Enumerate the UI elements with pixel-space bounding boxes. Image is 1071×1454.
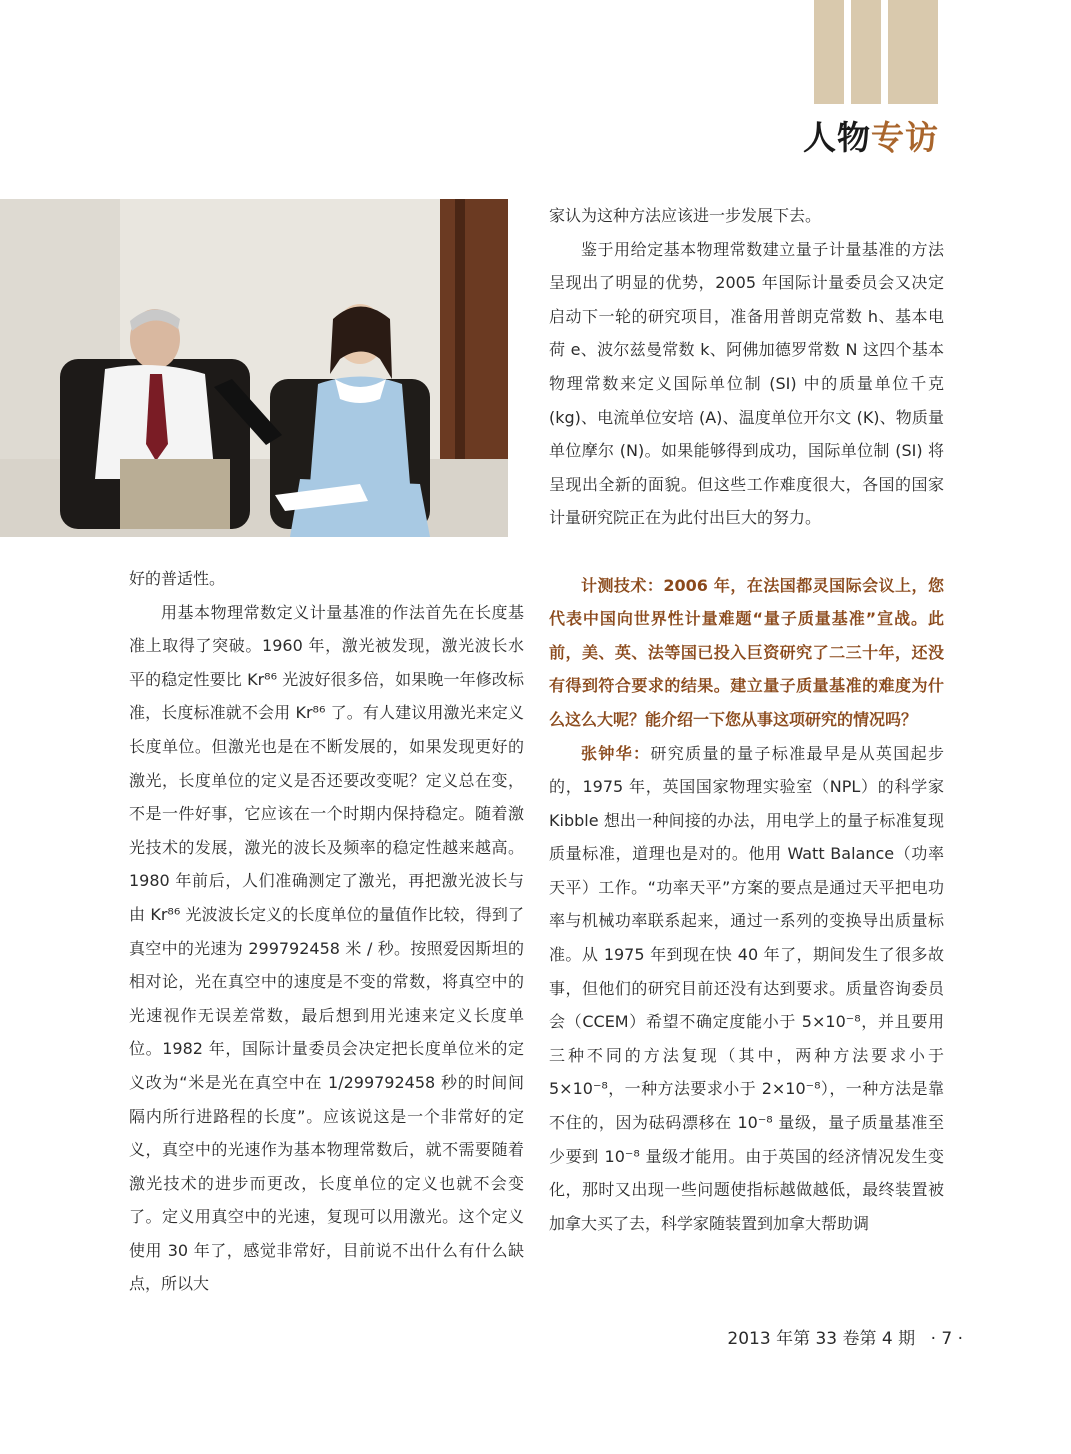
header-decor-bar-2	[851, 0, 881, 104]
paragraph: 鉴于用给定基本物理常数建立量子计量基准的方法呈现出了明显的优势，2005 年国际计量委员会又决定启动下一轮的研究项目，准备用普朗克常数 h、基本电荷 e、波尔兹曼常数 k、阿佛加德罗常数 N 这四个基本物理常数来定义国际单位制 (SI) 中的质量单位千克 (kg)、电流单位安培 (A)、温度单位开尔文 (K)、物质量单位摩尔 (N)。如果能够得到成功，国际单位制 (SI) 将呈现出全新的面貌。但这些工作难度很大，各国的国家计量研究院正在为此付出巨大的努力。	[549, 239, 944, 528]
interview-answer	[549, 737, 944, 1241]
left-column	[129, 562, 524, 1301]
issue-info: 2013 年第 33 卷第 4 期	[727, 1329, 916, 1349]
header-decor-bar-1	[814, 0, 844, 104]
answer-text: 研究质量的量子标准最早是从英国起步的，1975 年，英国国家物理实验室（NPL）的科学家 Kibble 想出一种间接的办法，用电学上的量子标准复现质量标准，道理也是对的。他用 Watt Balance（功率天平）工作。“功率天平”方案的要点是通过天平把电功率与机械功率联系起来，通过一系列的变换导出质量标准。从 1975 年到现在快 40 年了，期间发生了很多故事，但他们的研究目前还没有达到要求。质量咨询委员会（CCEM）希望不确定度能小于 5×10⁻⁸，并且要用三种不同的方法复现（其中，两种方法要求小于 5×10⁻⁸，一种方法要求小于 2×10⁻⁸），一种方法是靠不住的，因为砝码漂移在 10⁻⁸ 量级，量子质量基准至少要到 10⁻⁸ 量级才能用。由于英国的经济情况发生变化，那时又出现一些问题使指标越做越低，最终装置被加拿大买了去，科学家随装置到加拿大帮助调	[549, 743, 944, 1233]
question-text: 2006 年，在法国都灵国际会议上，您代表中国向世界性计量难题“量子质量基准”宣战。此前，美、英、法等国已投入巨资研究了二三十年，还没有得到符合要求的结果。建立量子质量基准的难度为什么这么大呢？能介绍一下您从事这项研究的情况吗？	[549, 575, 944, 729]
paragraph: 用基本物理常数定义计量基准的作法首先在长度基准上取得了突破。1960 年，激光被发现，激光波长水平的稳定性要比 Kr⁸⁶ 光波好很多倍，如果晚一年修改标准，长度标准就不会用 Kr⁸⁶ 了。有人建议用激光来定义长度单位。但激光也是在不断发展的，如果发现更好的激光，长度单位的定义是否还要改变呢？定义总在变，不是一件好事，它应该在一个时期内保持稳定。随着激光技术的发展，激光的波长及频率的稳定性越来越高。1980 年前后，人们准确测定了激光，再把激光波长与由 Kr⁸⁶ 光波波长定义的长度单位的量值作比较，得到了真空中的光速为 299792458 米 / 秒。按照爱因斯坦的相对论，光在真空中的速度是不变的常数，将真空中的光速视作无误差常数，最后想到用光速来定义长度单位。1982 年，国际计量委员会决定把长度单位米的定义改为“米是光在真空中在 1/299792458 秒的时间间隔内所行进路程的长度”。应该说这是一个非常好的定义，真空中的光速作为基本物理常数后，就不需要随着激光技术的进步而更改，长度单位的定义也就不会变了。定义用真空中的光速，复现可以用激光。这个定义使用 30 年了，感觉非常好，目前说不出什么有什么缺点，所以大	[129, 602, 524, 1294]
interview-photo	[0, 199, 508, 537]
section-title-part2: 专访	[871, 118, 939, 157]
right-column	[549, 199, 944, 1240]
header-decor-bar-3	[888, 0, 938, 104]
section-title-part1: 人物	[803, 118, 871, 157]
paragraph: 好的普适性。	[129, 569, 226, 588]
section-title	[803, 112, 939, 159]
answer-label: 张钟华：	[581, 743, 651, 763]
paragraph: 家认为这种方法应该进一步发展下去。	[549, 206, 822, 225]
page-number: · 7 ·	[930, 1329, 963, 1349]
interview-question	[549, 569, 944, 737]
page-footer	[727, 1324, 963, 1349]
question-label: 计测技术：	[581, 575, 664, 595]
